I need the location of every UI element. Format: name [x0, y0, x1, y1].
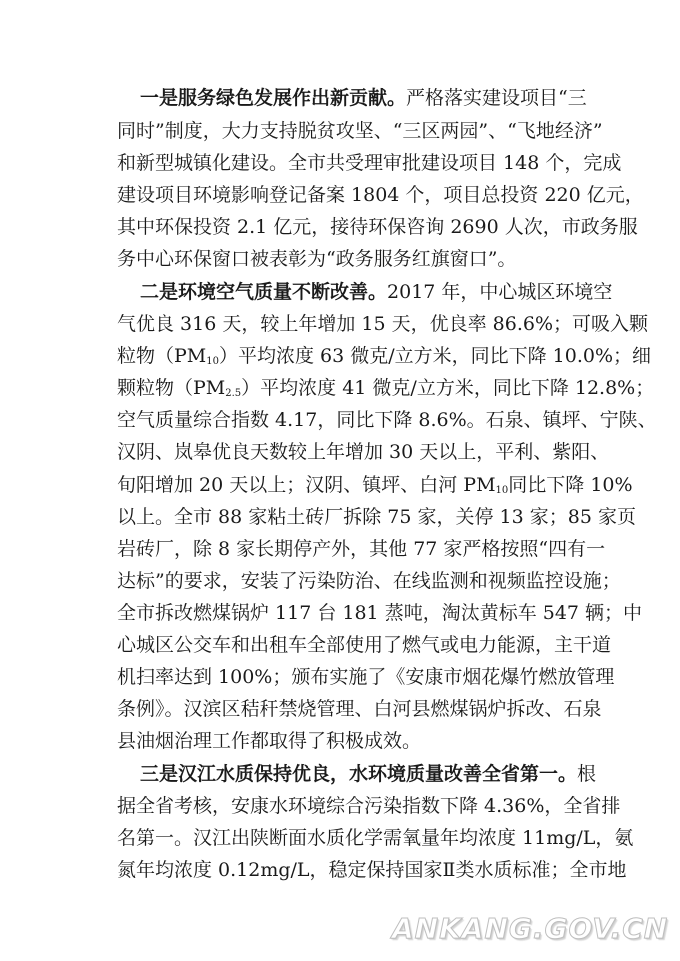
paragraph-2-line-15: 县油烟治理工作都取得了积极成效。: [117, 730, 422, 752]
paragraph-2-line-7-part-a: 旬阳增加 20 天以上；汉阴、镇坪、白河 PM: [117, 474, 496, 496]
paragraph-2-line-12: 心城区公交车和出租车全部使用了燃气或电力能源，主干道: [117, 634, 612, 656]
paragraph-2-line-3-part-a: 粒物（PM: [117, 345, 207, 367]
paragraph-2-line-3-part-b: ）平均浓度 63 微克/立方米，同比下降 10.0%；细: [218, 345, 652, 367]
pm10-subscript-2: 10: [495, 485, 509, 496]
paragraph-1-line-2: 同时”制度，大力支持脱贫攻坚、“三区两园”、“飞地经济”: [117, 120, 603, 142]
paragraph-3-line-3: 名第一。汉江出陕断面水质化学需氧量年均浓度 11mg/L，氨: [117, 827, 634, 849]
paragraph-3-text: 根: [577, 763, 597, 785]
paragraph-2-text: 2017 年，中心城区环境空: [387, 281, 613, 303]
paragraph-1-lead: 一是服务绿色发展作出新贡献。: [140, 87, 407, 109]
paragraph-3-line-2: 据全省考核，安康水环境综合污染指数下降 4.36%，全省排: [117, 795, 621, 817]
pm25-subscript: 2.5: [225, 388, 242, 399]
paragraph-3-lead: 三是汉江水质保持优良，水环境质量改善全省第一。: [140, 763, 578, 785]
paragraph-2-line-5: 空气质量综合指数 4.17，同比下降 8.6%。石泉、镇坪、宁陕、: [117, 409, 657, 431]
site-watermark: ANKANG.GOV.CN: [392, 912, 669, 945]
paragraph-2-line-10: 达标”的要求，安装了污染防治、在线监测和视频监控设施；: [117, 570, 621, 592]
paragraph-1-line-4: 建设项目环境影响登记备案 1804 个，项目总投资 220 亿元，: [117, 184, 644, 206]
paragraph-1-line-5: 其中环保投资 2.1 亿元，接待环保咨询 2690 人次，市政务服: [117, 216, 638, 238]
paragraph-2-line-7: [117, 474, 633, 502]
paragraph-2-line-8: 以上。全市 88 家粘土砖厂拆除 75 家，关停 13 家；85 家页: [117, 506, 636, 528]
paragraph-2-line-3: [117, 345, 652, 373]
paragraph-1-text: 严格落实建设项目“三: [406, 87, 587, 109]
paragraph-2-line-13: 机扫率达到 100%；颁布实施了《安康市烟花爆竹燃放管理: [117, 666, 615, 688]
paragraph-2-line-2: 气优良 316 天，较上年增加 15 天，优良率 86.6%；可吸入颗: [117, 313, 648, 335]
paragraph-1-line-6: 务中心环保窗口被表彰为“政务服务红旗窗口”。: [117, 248, 517, 270]
paragraph-2-lead: 二是环境空气质量不断改善。: [140, 281, 388, 303]
paragraph-2-line-4-part-b: ）平均浓度 41 微克/立方米，同比下降 12.8%；: [241, 377, 655, 399]
paragraph-3-line-1: [140, 763, 597, 785]
pm10-subscript: 10: [206, 356, 219, 367]
paragraph-3-line-4: 氮年均浓度 0.12mg/L，稳定保持国家Ⅱ类水质标准；全市地: [117, 859, 627, 881]
paragraph-2-line-6: 汉阴、岚皋优良天数较上年增加 30 天以上，平利、紫阳、: [117, 441, 610, 463]
paragraph-2-line-11: 全市拆改燃煤锅炉 117 台 181 蒸吨，淘汰黄标车 547 辆；中: [117, 602, 643, 624]
paragraph-2-line-14: 条例》。汉滨区秸秆禁烧管理、白河县燃煤锅炉拆改、石泉: [117, 698, 602, 720]
paragraph-1-line-3: 和新型城镇化建设。全市共受理审批建设项目 148 个，完成: [117, 152, 622, 174]
paragraph-2-line-4-part-a: 颗粒物（PM: [117, 377, 226, 399]
paragraph-2-line-4: [117, 377, 655, 405]
paragraph-1-line-1: [140, 87, 587, 109]
paragraph-2-line-7-part-b: 同比下降 10%: [508, 474, 633, 496]
paragraph-2-line-1: [140, 281, 613, 303]
paragraph-2-line-9: 岩砖厂，除 8 家长期停产外，其他 77 家严格按照“四有一: [117, 538, 606, 560]
